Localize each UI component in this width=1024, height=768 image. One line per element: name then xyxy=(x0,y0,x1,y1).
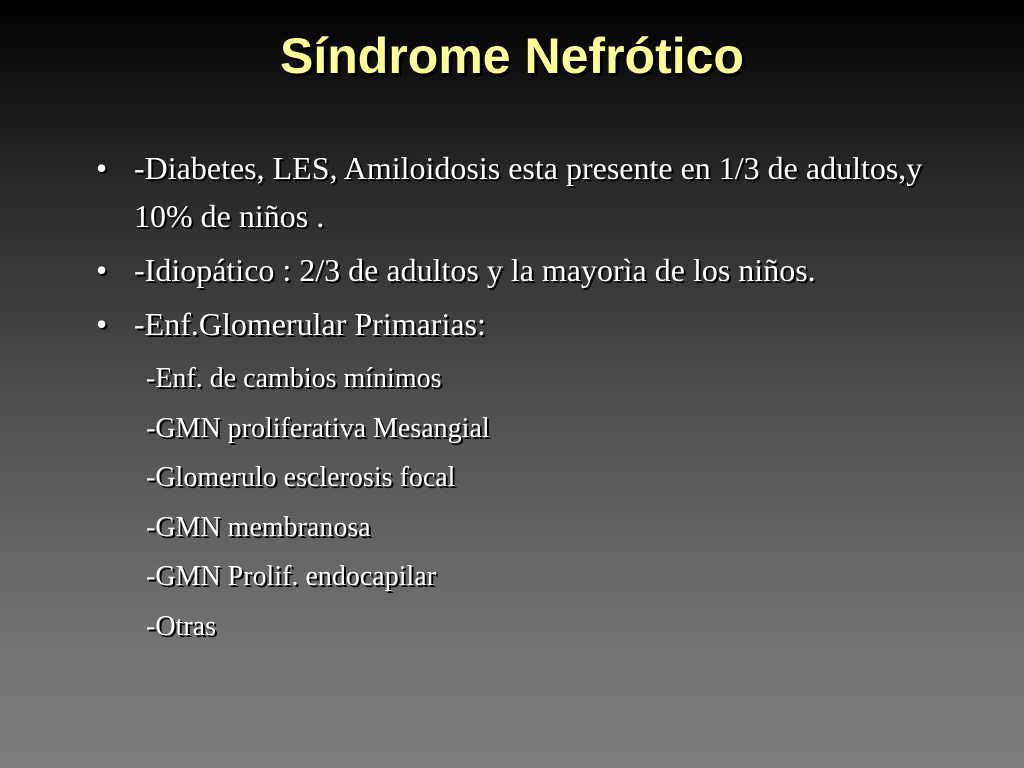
bullet-text: -Idiopático : 2/3 de adultos y la mayorìa de los niños. xyxy=(134,252,816,288)
bullet-marker: • xyxy=(96,306,108,342)
bullet-text: -Diabetes, LES, Amiloidosis esta presente en 1/3 de adultos,y 10% de niños . xyxy=(134,150,923,234)
bullet-item xyxy=(96,246,956,294)
bullet-marker: • xyxy=(96,252,108,288)
sub-item: -GMN proliferativa Mesangial xyxy=(146,412,490,444)
sub-item: -Otras xyxy=(146,610,216,642)
sub-item: -Glomerulo esclerosis focal xyxy=(146,462,456,493)
sub-item: -GMN Prolif. endocapilar xyxy=(146,561,437,592)
slide-content xyxy=(96,144,956,651)
sub-list xyxy=(96,354,956,651)
bullet-marker: • xyxy=(96,150,108,186)
bullet-item xyxy=(96,144,956,240)
sub-item: -GMN membranosa xyxy=(146,511,371,543)
sub-item: -Enf. de cambios mínimos xyxy=(146,363,442,394)
slide-title: Síndrome Nefrótico xyxy=(280,28,744,84)
bullet-text: -Enf.Glomerular Primarias: xyxy=(134,306,486,342)
bullet-item xyxy=(96,300,956,348)
